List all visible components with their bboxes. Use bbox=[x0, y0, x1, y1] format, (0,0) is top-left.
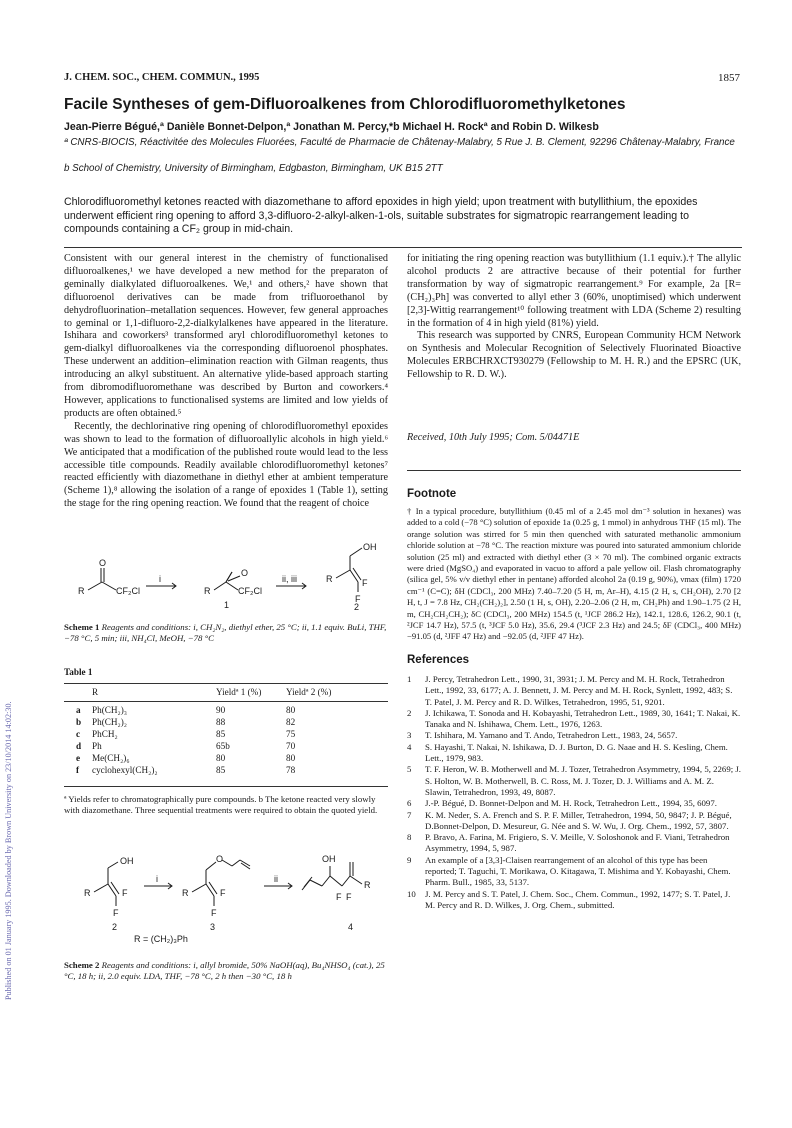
scheme-1-label: Scheme 1 bbox=[64, 622, 100, 632]
reference-item: 6 J.-P. Bégué, D. Bonnet-Delpon and M. H. Rock, Tetrahedron Lett., 1994, 35, 6097. bbox=[407, 798, 717, 809]
table-row: e Me(CH₂)₆ 80 80 bbox=[76, 753, 296, 763]
s2-c2-oh: OH bbox=[120, 856, 134, 866]
download-sidebar-note bbox=[0, 120, 18, 1000]
s1-compound-1: 1 bbox=[224, 600, 230, 610]
reference-item: 9 An example of a [3,3]-Claisen rearrangement of an alcohol of this type has been reported; T. Taguchi, T. Morikawa, O. Kitagawa, T. Mishima and Y. Kobayashi, Chem. Pharm. Bull., 1985, 33, 5137. bbox=[407, 854, 731, 888]
s2-step-ii: ii bbox=[274, 874, 278, 884]
abstract-divider bbox=[64, 247, 742, 248]
s1-step-ii-iii: ii, iii bbox=[282, 574, 297, 584]
scheme-1-conditions: Reagents and conditions: i, CH₂N₂, diethyl ether, 25 °C; ii, 1.1 equiv. BuLi, THF, −78 °C, 5 min; iii, NH₄Cl, MeOH, −78 °C bbox=[64, 622, 387, 644]
scheme-1-caption bbox=[64, 622, 388, 645]
s2-c3-o: O bbox=[216, 854, 224, 864]
s2-c4-r: R bbox=[364, 880, 371, 890]
table-1-title: Table 1 bbox=[64, 667, 93, 677]
s2-c4-f2: F bbox=[346, 892, 352, 902]
footnote-divider bbox=[407, 470, 741, 471]
col-header-yield1: Yieldª 1 (%) bbox=[216, 687, 262, 697]
s2-c2-r: R bbox=[84, 888, 91, 898]
table-row: a Ph(CH₂)₃ 90 80 bbox=[76, 705, 296, 715]
s2-compound-3: 3 bbox=[210, 922, 216, 932]
s2-c3-f1: F bbox=[220, 888, 226, 898]
scheme-1-diagram bbox=[64, 520, 388, 610]
table-row: d Ph 65b 70 bbox=[76, 741, 296, 751]
s1-alcohol-r: R bbox=[326, 574, 333, 584]
scheme-2-caption bbox=[64, 960, 388, 983]
s2-c4-oh: OH bbox=[322, 854, 336, 864]
page-number: 1857 bbox=[718, 72, 740, 84]
col-header-yield2: Yieldª 2 (%) bbox=[286, 687, 332, 697]
paragraph-1: Consistent with our general interest in the chemistry of functionalised difluoroalkenes,¹ we have developed a new method for the preparaton of geminally dialkylated difluoroalkenes. We,¹ and others,² have shown that difluoroenol derivatives can be made from trifluoroethanol by dehydrofluorination–metallation sequences. However, few general approaches to geminal or 1,1-difluoro-2,2-dialkylalkenes have appeared in the literature. Ishihara and coworkers³ transformed aryl chlorodifluoromethyl ketones to gem-dialkyl difluoroalkenes via the corresponding difluoroenol phosphates. These underwent an addition–elimination reaction with Gilman reagents, thus introducing an alkyl substituent. An alternative ylide-based approach starting from dibromodifluoromethane was described by Burton and coworkers.⁴ However, applications to functionalised systems are limited and low yields of products are often obtained.⁵ bbox=[64, 253, 388, 419]
s2-c3-r: R bbox=[182, 888, 189, 898]
footnote-text: † In a typical procedure, butyllithium (0.45 ml of a 2.45 mol dm⁻³ solution in hexanes) was added to a cold (−78 °C) solution of epoxide 1a (0.25 g, 1 mmol) in anhydrous THF (15 ml). The orange solution was stirred for 5 min then quenched with saturated methanolic ammonium chloride solution at −78 °C. The reaction mixture was poured into saturated ammonium chloride solution (25 ml) and extracted with diethyl ether (3 × 70 ml). The combined organic extracts were dried (MgSO₄) and evaporated in vacuo to afford a pale yellow oil. Flash chromatography (silica gel, 5% v/v diethyl ether in pentane) afforded alcohol 2a (0.19 g, 90%), νmax (film) 1720 cm⁻¹ (C=C); δH (CDCl₃, 200 MHz) 7.40–7.20 (5 H, m, Ar–H), 4.15 (2 H, s, CH₂OH), 2.70 [2 H, t, J = 7.8 Hz, CH₂(CH₂)₂], 2.50 (1 H, s, OH), 2.20–2.06 (2 H, m, CH₂Ph) and 1.90–1.75 (2 H, m, CH₂CH₂CH₂); δC (CDCl₃, 200 MHz) 154.5 (t, ¹JCF 286.2 Hz), 142.1, 128.6, 126.2, 90.1 (t, ²JCF 14.7 Hz), 57.5 (t, ³JCF 5.0 Hz), 35.6, 29.4 (³JCF 2.3 Hz) and 24.5; δF (CDCl₃, 400 MHz) −91.05 (d, ²JFF 47 Hz) and −92.05 (d, ²JFF 47 Hz). bbox=[407, 506, 742, 642]
affiliation-b: b School of Chemistry, University of Birmingham, Edgbaston, Birmingham, UK B15 2TT bbox=[64, 163, 443, 174]
s2-step-i: i bbox=[156, 874, 158, 884]
scheme-2-label: Scheme 2 bbox=[64, 960, 100, 970]
s2-c3-f2: F bbox=[211, 908, 217, 918]
table-top-rule bbox=[64, 683, 388, 684]
s2-compound-4: 4 bbox=[348, 922, 354, 932]
table-row: f cyclohexyl(CH₂)₂ 85 78 bbox=[76, 765, 296, 775]
scheme-2-conditions: Reagents and conditions: i, allyl bromide, 50% NaOH(aq), Bu₄NHSO₄ (cat.), 25 °C, 18 h; ii, 2.0 equiv. LDA, THF, −78 °C, 2 h then −30 °C, 18 h bbox=[64, 960, 385, 982]
journal-header: J. CHEM. SOC., CHEM. COMMUN., 1995 bbox=[64, 72, 260, 83]
references-heading: References bbox=[407, 654, 470, 666]
col-header-r: R bbox=[92, 687, 99, 697]
scheme-2-diagram bbox=[64, 840, 388, 952]
s1-epoxide-oxygen: O bbox=[241, 568, 249, 578]
s1-compound-2: 2 bbox=[354, 602, 360, 610]
s2-r-definition: R = (CH₂)₃Ph bbox=[134, 934, 188, 944]
reference-item: 8 P. Bravo, A. Farina, M. Frigiero, S. V. Meille, V. Soloshonok and F. Viani, Tetrahedron Asymmetry, 1994, 5, 987. bbox=[407, 832, 730, 854]
s1-alcohol-oh: OH bbox=[363, 542, 377, 552]
footnote-heading: Footnote bbox=[407, 488, 457, 500]
table-bottom-rule bbox=[64, 786, 388, 787]
s2-c2-f1: F bbox=[122, 888, 128, 898]
s1-ketone-cf2cl: CF₂Cl bbox=[116, 586, 140, 596]
s2-c4-f1: F bbox=[336, 892, 342, 902]
paragraph-3: for initiating the ring opening reaction was butyllithium (1.1 equiv.).† The allylic alcohol products 2 are attractive because of their potential for further transformation by way of sigmatropic rearrangement.⁹ For example, 2a [R=(CH₂)₃Ph] was converted to allyl ether 3 (60%, unoptimised) which underwent [2,3]-Wittig rearrangement¹⁰ following treatment with LDA (Scheme 2) resulting in the formation of 4 in high yield (81%) yield. bbox=[407, 253, 741, 329]
left-column-body bbox=[64, 253, 388, 511]
s1-ketone-oxygen: O bbox=[99, 558, 107, 568]
table-row: b Ph(CH₂)₂ 88 82 bbox=[76, 717, 296, 727]
s1-alcohol-f2: F bbox=[355, 594, 361, 604]
s1-epoxide-r: R bbox=[204, 586, 211, 596]
author-list: Jean-Pierre Bégué,ª Danièle Bonnet-Delpon,ª Jonathan M. Percy,*b Michael H. Rockª and Robin D. Wilkesb bbox=[64, 121, 599, 133]
paragraph-2: Recently, the dechlorinative ring opening of chlorodifluoromethyl epoxides was shown to lead to the formation of difluoroallylic alcohols in high yield.⁶ We anticipated that a modification of the published route would lead to the less accessible title compounds. Readily available chlorodifluoromethyl ketones⁷ reacted efficiently with diazomethane in diethyl ether at ambient temperature (Scheme 1),⁸ allowing the isolation of a range of epoxides 1 (Table 1), setting the stage for the ring opening reaction. We found that the reagent of choice bbox=[64, 420, 388, 510]
s1-step-i: i bbox=[159, 574, 161, 584]
s1-epoxide-cf2cl: CF₂Cl bbox=[238, 586, 262, 596]
reference-item: 3 T. Ishihara, M. Yamano and T. Ando, Tetrahedron Lett., 1983, 24, 5657. bbox=[407, 730, 678, 741]
abstract: Chlorodifluoromethyl ketones reacted with diazomethane to afford epoxides in high yield; upon treatment with butyllithium, the epoxides underwent efficient ring opening to afford 3,3-difluoro-2-alkyl-alken-1-ols, suitable substrates for sigmatropic rearrangement leading to compounds containing a CF₂ group in mid-chain. bbox=[64, 196, 698, 235]
table-header-row bbox=[64, 686, 388, 698]
reference-item: 4 S. Hayashi, T. Nakai, N. Ishikawa, D. J. Burton, D. G. Naae and H. S. Kesling, Chem. Lett., 1979, 983. bbox=[407, 741, 728, 764]
paragraph-4: This research was supported by CNRS, European Community HCM Network on Synthesis and Molecular Recognition of Selectively Fluorinated Bioactive Molecules ERBCHRXCT930279 (Fellowship to M. H. R.) and the EPSRC (UK, Fellowship to R. D. W.). bbox=[407, 330, 741, 381]
reference-item: 5 T. F. Heron, W. B. Motherwell and M. J. Tozer, Tetrahedron Asymmetry, 1994, 5, 2269; J. S. Holton, W. B. Motherwell, B. C. Ross, M. J. Tozer, D. J. Williams and A. M. Z. Slawin, Tetrahedron, 1993, 49, 8087. bbox=[407, 764, 741, 797]
table-row: c PhCH₂ 85 75 bbox=[76, 729, 296, 739]
article-title: Facile Syntheses of gem-Difluoroalkenes from Chlorodifluoromethylketones bbox=[64, 96, 626, 113]
right-column-body bbox=[407, 253, 741, 382]
received-line: Received, 10th July 1995; Com. 5/04471E bbox=[407, 432, 580, 443]
reference-item: 1 J. Percy, Tetrahedron Lett., 1990, 31, 3931; J. M. Percy and M. H. Rock, Tetrahedron Lett., 1992, 33, 6177; A. J. Bennett, J. M. Percy and M. H. Rock, Synlett, 1992, 483; S. T. Patel, J. M. Percy and R. D. Wilkes, Tetrahedron, 1995, 51, 9201. bbox=[407, 674, 733, 707]
affiliation-a: ª CNRS-BIOCIS, Réactivitée des Molecules Fluorées, Faculté de Pharmacie de Châtenay-Malabry, 5 Rue J. B. Clement, 92296 Châtenay-Malabry, France bbox=[64, 137, 735, 148]
reference-item: 2 J. Ichikawa, T. Sonoda and H. Kobayashi, Tetrahedron Lett., 1989, 30, 1641; T. Nakai, K. Tanaka and N. Ishihawa, Chem. Lett., 1976, 1263. bbox=[407, 707, 741, 730]
s2-c2-f2: F bbox=[113, 908, 119, 918]
table-1-footnote: ª Yields refer to chromatographically pure compounds. b The ketone reacted very slowly with diazomethane. Three sequential treatments were required to obtain the quoted yield. bbox=[64, 794, 378, 816]
reference-list bbox=[407, 674, 741, 911]
table-1 bbox=[64, 686, 388, 776]
s1-ketone-r: R bbox=[78, 586, 85, 596]
sidebar-note-text: Published on 01 January 1995. Downloaded by Brown University on 23/10/2014 14:02:30. bbox=[4, 701, 13, 1000]
reference-item: 10 J. M. Percy and S. T. Patel, J. Chem. Soc., Chem. Commun., 1992, 1477; S. T. Patel, J. M. Percy and R. D. Wilkes, J. Org. Chem., submitted. bbox=[407, 888, 731, 910]
reference-item: 7 K. M. Neder, S. A. French and S. P. F. Miller, Tetrahedron, 1994, 50, 9847; J. P. Bégué, D.Bonnet-Delpon, D. Mesureur, G. Née and S. W. Wu, J. Org. Chem., 1992, 57, 3807. bbox=[407, 809, 732, 831]
s2-compound-2: 2 bbox=[112, 922, 118, 932]
s1-alcohol-f1: F bbox=[362, 578, 368, 588]
